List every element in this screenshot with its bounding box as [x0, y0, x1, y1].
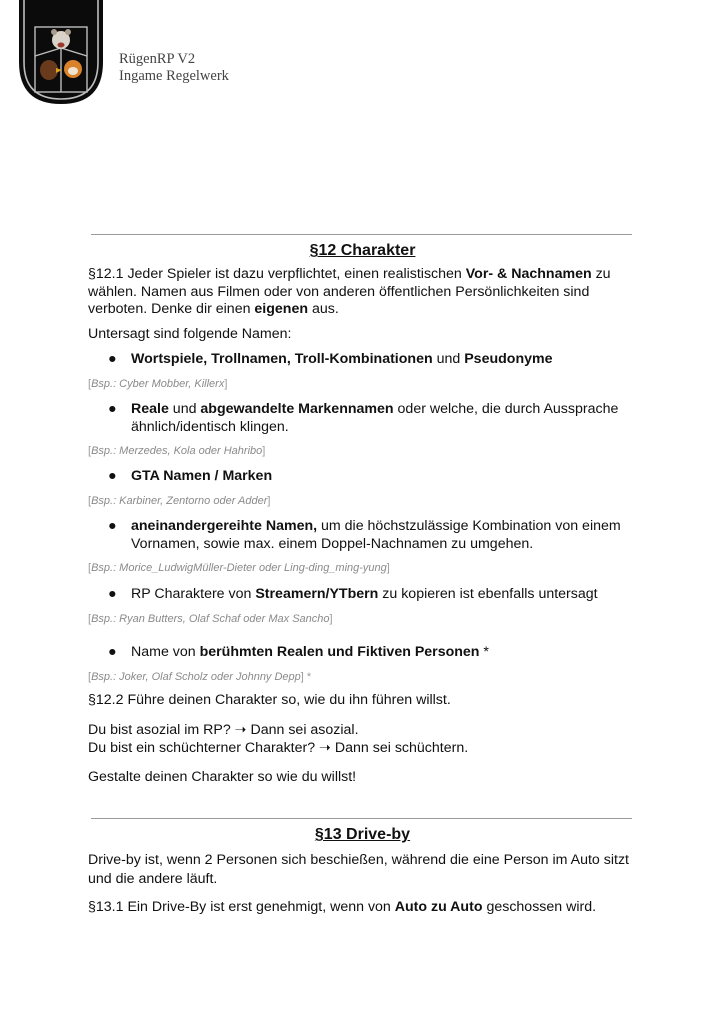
section-13-1-paragraph: §13.1 Ein Drive-By ist erst genehmigt, wenn von Auto zu Auto geschossen wird.: [88, 899, 597, 915]
example-suffix: *: [303, 671, 312, 683]
example-text: Bsp.: Merzedes, Kola oder Hahribo: [91, 445, 263, 457]
section-divider: [91, 818, 632, 819]
example-text: Bsp.: Ryan Butters, Olaf Schaf oder Max Sancho: [91, 613, 330, 625]
bullet-text: Wortspiele, Trollnamen, Troll-Kombinationen und Pseudonyme: [131, 351, 553, 367]
bullet-icon: ●: [108, 468, 117, 484]
drive-by-definition: Drive-by ist, wenn 2 Personen sich beschießen, während die eine Person im Auto sitzt und die andere läuft.: [88, 852, 629, 887]
bullet-text: GTA Namen / Marken: [131, 468, 273, 484]
example-note: [88, 612, 333, 626]
bracket-close: ]: [386, 562, 390, 574]
example-note: [88, 670, 311, 684]
bullet-icon: ●: [108, 518, 117, 534]
section-12-heading: §12 Charakter: [309, 242, 416, 259]
bullet-text: Reale und abgewandelte Markennamen oder welche, die durch Aussprache ähnlich/identisch klingen.: [131, 401, 619, 435]
bracket-close: ]: [224, 378, 228, 390]
document-subtitle: Ingame Regelwerk: [119, 68, 229, 84]
bullet-icon: ●: [108, 401, 117, 417]
bracket-open: [: [88, 671, 92, 683]
example-text: Bsp.: Joker, Olaf Scholz oder Johnny Depp: [91, 671, 301, 683]
bracket-open: [: [88, 495, 92, 507]
example-note: [88, 561, 390, 575]
closing-line: Gestalte deinen Charakter so wie du willst!: [88, 769, 357, 785]
bullet-icon: ●: [108, 586, 117, 602]
document-title: RügenRP V2: [119, 51, 196, 67]
bracket-open: [: [88, 378, 92, 390]
bullet-text: aneinandergereihte Namen, um die höchstzulässige Kombination von einem Vornamen, sowie max. einem Doppel-Nachnamen zu umgehen.: [131, 518, 621, 552]
asozial-line: Du bist asozial im RP? ➝ Dann sei asozial.: [88, 722, 359, 738]
bracket-close: ]: [267, 495, 271, 507]
section-12-1-paragraph: §12.1 Jeder Spieler ist dazu verpflichtet, einen realistischen Vor- & Nachnamen zu wählen. Namen aus Filmen oder von anderen öffentlichen Persönlichkeiten sind verboten. Denke dir einen eigenen aus.: [88, 266, 611, 317]
bracket-close: ]: [300, 671, 304, 683]
bracket-close: ]: [262, 445, 266, 457]
section-divider: [91, 234, 632, 235]
crest-logo-icon: [18, 0, 104, 105]
document-header: [119, 51, 229, 85]
bracket-close: ]: [329, 613, 333, 625]
forbidden-names-intro: Untersagt sind folgende Namen:: [88, 326, 292, 342]
example-text: Bsp.: Cyber Mobber, Killerx: [91, 378, 225, 390]
example-note: [88, 377, 227, 391]
section-12-2-paragraph: §12.2 Führe deinen Charakter so, wie du ihn führen willst.: [88, 692, 451, 708]
bullet-icon: ●: [108, 351, 117, 367]
shy-line: Du bist ein schüchterner Charakter? ➝ Dann sei schüchtern.: [88, 740, 469, 756]
section-13-heading: §13 Drive-by: [314, 826, 411, 843]
example-note: [88, 494, 270, 508]
bullet-icon: ●: [108, 644, 117, 660]
example-text: Bsp.: Morice_LudwigMüller-Dieter oder Ling-ding_ming-yung: [91, 562, 387, 574]
bracket-open: [: [88, 613, 92, 625]
bullet-text: RP Charaktere von Streamern/YTbern zu kopieren ist ebenfalls untersagt: [131, 586, 598, 602]
example-text: Bsp.: Karbiner, Zentorno oder Adder: [91, 495, 268, 507]
bullet-text: Name von berühmten Realen und Fiktiven Personen *: [131, 644, 489, 660]
example-note: [88, 444, 265, 458]
bracket-open: [: [88, 562, 92, 574]
bracket-open: [: [88, 445, 92, 457]
